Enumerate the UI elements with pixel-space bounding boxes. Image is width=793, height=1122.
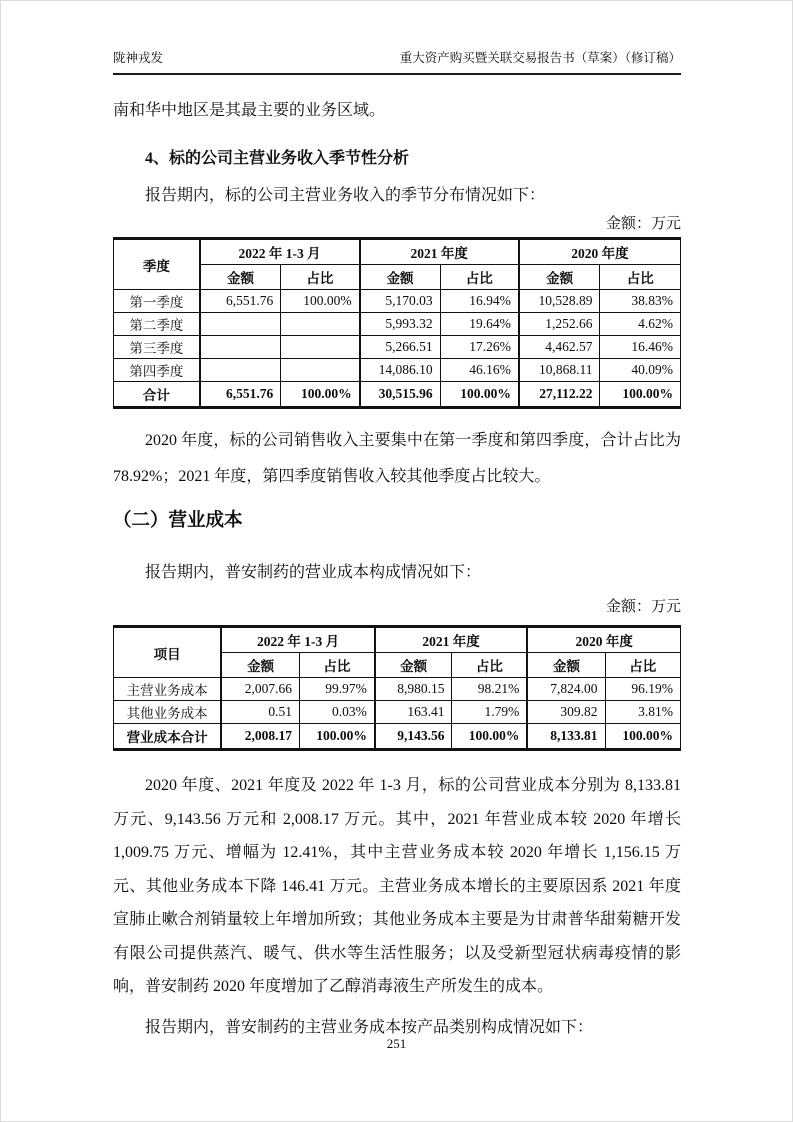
table-cell: 17.26% <box>440 336 519 359</box>
table-cell: 2,007.66 <box>221 678 299 701</box>
row-label: 第一季度 <box>114 290 200 313</box>
table-group-2021: 2021 年度 <box>360 239 519 265</box>
table-cell: 10,528.89 <box>519 290 600 313</box>
table-subheader-cell: 占比 <box>281 265 360 290</box>
table-cell: 1,252.66 <box>519 313 600 336</box>
table-corner-cell: 项目 <box>114 627 222 678</box>
table-subheader-cell: 金额 <box>527 653 605 678</box>
table-row <box>114 336 681 359</box>
cost-analysis-paragraph: 2020 年度、2021 年度及 2022 年 1-3 月，标的公司营业成本分别为 8,133.81 万元、9,143.56 万元和 2,008.17 万元。其中，2021 年营业成本较 2020 年增长 1,009.75 万元、增幅为 12.41%，其中主营业务成本较 2020 年增长 1,156.15 万元、其他业务成本下降 146.41 万元。主营业务成本增长的主要原因系 2021 年度宣肺止嗽合剂销量较上年增加所致；其他业务成本主要是为甘肃普华甜菊糖开发有限公司提供蒸汽、暖气、供水等生活性服务；以及受新型冠状病毒疫情的影响，普安制药 2020 年度增加了乙醇消毒液生产所发生的成本。 <box>113 777 681 995</box>
table-cell: 14,086.10 <box>360 359 441 382</box>
table-subheader-cell: 占比 <box>299 653 374 678</box>
table-cell: 0.03% <box>299 701 374 724</box>
table-cell: 3.81% <box>605 701 680 724</box>
section-heading-seasonality: 4、标的公司主营业务收入季节性分析 <box>145 150 410 167</box>
table-cell: 163.41 <box>375 701 452 724</box>
row-label: 第三季度 <box>114 336 200 359</box>
table-cell: 7,824.00 <box>527 678 605 701</box>
header-company-name: 陇神戎发 <box>113 51 164 65</box>
table-cell: 19.64% <box>440 313 519 336</box>
table-row <box>114 313 681 336</box>
table-cell: 100.00% <box>452 724 527 750</box>
table-cell: 5,993.32 <box>360 313 441 336</box>
row-label: 其他业务成本 <box>114 701 222 724</box>
table-subheader-cell: 金额 <box>375 653 452 678</box>
table-subheader-cell: 占比 <box>600 265 681 290</box>
table-cell: 16.46% <box>600 336 681 359</box>
table-cell: 6,551.76 <box>200 290 281 313</box>
table-row <box>114 678 681 701</box>
table-corner-cell: 季度 <box>114 239 200 290</box>
table-group-header-row <box>114 627 681 653</box>
table-subheader-cell: 占比 <box>440 265 519 290</box>
table-cell: 4.62% <box>600 313 681 336</box>
table-cell: 4,462.57 <box>519 336 600 359</box>
table-cell: 100.00% <box>440 382 519 408</box>
table-cell: 5,170.03 <box>360 290 441 313</box>
table-cell: 9,143.56 <box>375 724 452 750</box>
table-cell: 16.94% <box>440 290 519 313</box>
table-cell <box>200 313 281 336</box>
table-subheader-cell: 金额 <box>200 265 281 290</box>
table-group-2022: 2022 年 1-3 月 <box>200 239 360 265</box>
header-document-title: 重大资产购买暨关联交易报告书（草案）（修订稿） <box>399 51 681 65</box>
page-number: 251 <box>386 1036 407 1051</box>
table-total-row <box>114 382 681 408</box>
table-cell: 100.00% <box>281 290 360 313</box>
table-subheader-cell: 金额 <box>519 265 600 290</box>
table-group-2022: 2022 年 1-3 月 <box>221 627 375 653</box>
table-row <box>114 701 681 724</box>
table-cell: 38.83% <box>600 290 681 313</box>
table-cell: 96.19% <box>605 678 680 701</box>
table-cell <box>281 359 360 382</box>
row-label: 第二季度 <box>114 313 200 336</box>
table-cell: 100.00% <box>605 724 680 750</box>
continuation-paragraph: 南和华中地区是其最主要的业务区域。 <box>113 102 386 119</box>
operating-cost-table <box>113 625 681 751</box>
table-cell: 40.09% <box>600 359 681 382</box>
unit-label: 金额：万元 <box>605 599 681 615</box>
table-cell: 98.21% <box>452 678 527 701</box>
table-cell: 10,868.11 <box>519 359 600 382</box>
table-cell: 100.00% <box>600 382 681 408</box>
table-subheader-cell: 金额 <box>360 265 441 290</box>
table-cell <box>281 313 360 336</box>
table-cell: 309.82 <box>527 701 605 724</box>
table-group-header-row <box>114 239 681 265</box>
table-cell: 5,266.51 <box>360 336 441 359</box>
table-cell: 100.00% <box>281 382 360 408</box>
seasonality-intro-paragraph: 报告期内，标的公司主营业务收入的季节分布情况如下： <box>145 187 546 204</box>
table-cell: 2,008.17 <box>221 724 299 750</box>
table-cell: 99.97% <box>299 678 374 701</box>
table-cell <box>200 336 281 359</box>
row-label: 营业成本合计 <box>114 724 222 750</box>
table-subheader-cell: 占比 <box>452 653 527 678</box>
table-cell: 100.00% <box>299 724 374 750</box>
table-total-row <box>114 724 681 750</box>
table-cell: 30,515.96 <box>360 382 441 408</box>
unit-label: 金额：万元 <box>605 216 681 232</box>
table-cell: 46.16% <box>440 359 519 382</box>
document-header <box>113 48 681 75</box>
table-group-2020: 2020 年度 <box>519 239 681 265</box>
table-group-2021: 2021 年度 <box>375 627 528 653</box>
row-label: 合计 <box>114 382 200 408</box>
closing-paragraph: 报告期内，普安制药的主营业务成本按产品类别构成情况如下： <box>145 1018 594 1036</box>
table-row <box>114 359 681 382</box>
row-label: 主营业务成本 <box>114 678 222 701</box>
seasonality-analysis-paragraph: 2020 年度，标的公司销售收入主要集中在第一季度和第四季度，合计占比为 78.92%；2021 年度，第四季度销售收入较其他季度占比较大。 <box>113 432 681 485</box>
table-cell: 27,112.22 <box>519 382 600 408</box>
table-cell <box>200 359 281 382</box>
table-group-2020: 2020 年度 <box>527 627 680 653</box>
cost-intro-paragraph: 报告期内，普安制药的营业成本构成情况如下： <box>145 564 482 581</box>
table-subheader-cell: 金额 <box>221 653 299 678</box>
table-cell <box>281 336 360 359</box>
table-cell: 0.51 <box>221 701 299 724</box>
table-cell: 8,133.81 <box>527 724 605 750</box>
table-subheader-cell: 占比 <box>605 653 680 678</box>
revenue-seasonality-table <box>113 237 681 409</box>
table-cell: 8,980.15 <box>375 678 452 701</box>
table-cell: 1.79% <box>452 701 527 724</box>
row-label: 第四季度 <box>114 359 200 382</box>
table-cell: 6,551.76 <box>200 382 281 408</box>
table-row <box>114 290 681 313</box>
section-heading-operating-cost: （二）营业成本 <box>113 509 243 530</box>
